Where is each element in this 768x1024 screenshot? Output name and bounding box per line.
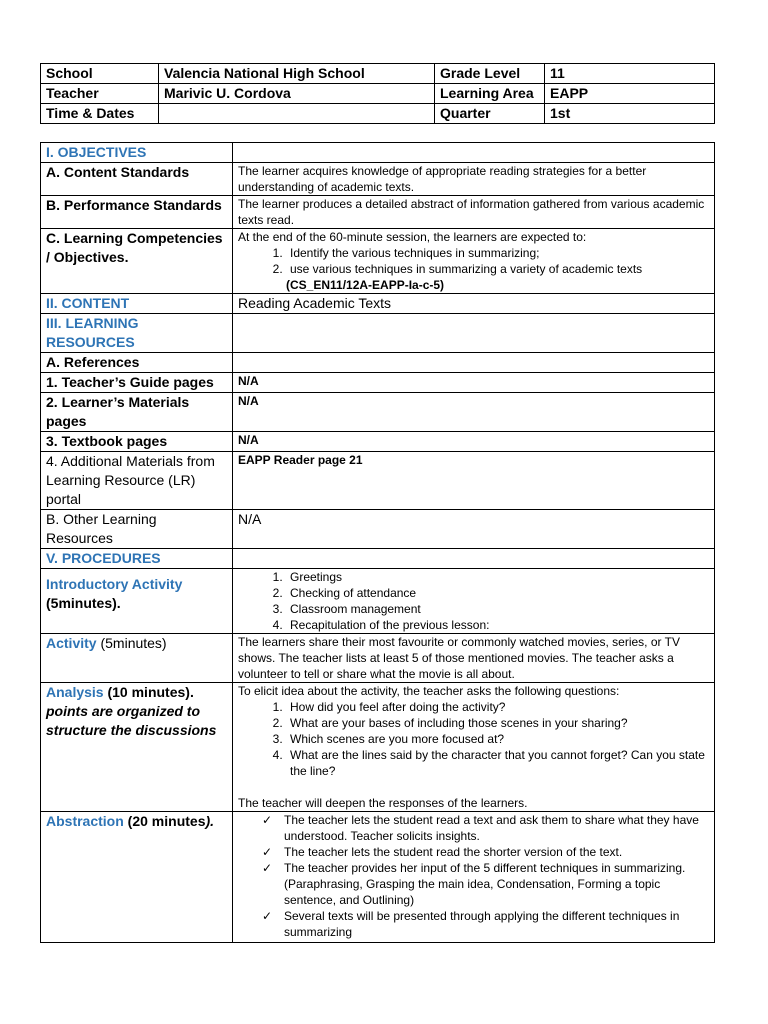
content-text: Reading Academic Texts <box>233 294 715 314</box>
row-competencies <box>41 229 715 294</box>
abstraction-time: (20 minutes <box>123 813 206 829</box>
abstraction-list <box>238 812 709 940</box>
analysis-note: points are organized to structure the discussions <box>46 703 217 738</box>
row-objectives-heading <box>41 143 715 163</box>
list-item: 3. Which scenes are you more focused at? <box>286 731 709 747</box>
row-analysis <box>41 683 715 812</box>
list-item: 1. Identify the various techniques in summarizing; <box>286 245 709 261</box>
intro-time: (5minutes). <box>46 595 121 611</box>
performance-standards-text: The learner produces a detailed abstract of information gathered from various academic texts read. <box>233 196 715 229</box>
grade-label: Grade Level <box>435 64 545 84</box>
check-icon: ✓ <box>262 813 273 827</box>
row-abstraction <box>41 812 715 943</box>
check-icon: ✓ <box>262 861 273 875</box>
abstraction-label: Abstraction <box>46 813 124 829</box>
row-performance-standards <box>41 196 715 229</box>
analysis-closing: The teacher will deepen the responses of the learners. <box>238 796 528 810</box>
list-item: ✓ The teacher provides her input of the 5 different techniques in summarizing. (Paraphrasing, Grasping the main idea, Condensation, Forming a topic sentence, and Outlining) <box>262 861 686 907</box>
content-standards-text: The learner acquires knowledge of appropriate reading strategies for a better understanding of academic texts. <box>233 163 715 196</box>
header-row-school <box>41 64 715 84</box>
list-item: ✓ The teacher lets the student read the shorter version of the text. <box>262 845 623 859</box>
quarter-label: Quarter <box>435 104 545 124</box>
header-row-teacher <box>41 84 715 104</box>
teacher-value: Marivic U. Cordova <box>159 84 435 104</box>
competencies-code: (CS_EN11/12A-EAPP-Ia-c-5) <box>286 278 445 292</box>
list-item: 1. How did you feel after doing the activity? <box>286 699 709 715</box>
list-item: 4. What are the lines said by the character that you cannot forget? Can you state the line? <box>286 747 709 779</box>
content-heading: II. CONTENT <box>41 294 233 314</box>
list-item: 3. Classroom management <box>286 601 709 617</box>
learners-materials-label: 2. Learner’s Materials pages <box>41 393 233 432</box>
list-item: 2. use various techniques in summarizing a variety of academic texts <box>286 261 709 277</box>
analysis-list <box>238 699 709 779</box>
time-value <box>159 104 435 124</box>
grade-value: 11 <box>545 64 715 84</box>
activity-label: Activity <box>46 635 97 651</box>
list-item: 1. Greetings <box>286 569 709 585</box>
school-label: School <box>41 64 159 84</box>
row-introductory-activity <box>41 569 715 634</box>
teacher-label: Teacher <box>41 84 159 104</box>
competencies-label: C. Learning Competencies / Objectives. <box>41 229 233 294</box>
activity-time: (5minutes) <box>96 635 167 651</box>
objectives-heading: I. OBJECTIVES <box>41 143 233 163</box>
references-label: A. References <box>41 353 233 373</box>
area-label: Learning Area <box>435 84 545 104</box>
row-teachers-guide <box>41 373 715 393</box>
row-content <box>41 294 715 314</box>
resources-heading: III. LEARNING RESOURCES <box>41 314 233 353</box>
row-content-standards <box>41 163 715 196</box>
other-resources-value: N/A <box>233 510 715 549</box>
lesson-plan-table <box>40 142 715 943</box>
additional-materials-value: EAPP Reader page 21 <box>233 452 715 510</box>
procedures-heading: V. PROCEDURES <box>41 549 233 569</box>
list-item: ✓ Several texts will be presented through applying the different techniques in summarizing <box>262 909 680 939</box>
row-procedures-heading <box>41 549 715 569</box>
intro-label: Introductory Activity <box>46 576 183 592</box>
competencies-intro: At the end of the 60-minute session, the learners are expected to: <box>238 230 587 244</box>
activity-text: The learners share their most favourite or commonly watched movies, series, or TV shows. The teacher lists at least 5 of those mentioned movies. The teacher asks a volunteer to tell or share what the movie is all about. <box>233 634 715 683</box>
row-references <box>41 353 715 373</box>
learners-materials-value: N/A <box>233 393 715 432</box>
analysis-intro: To elicit idea about the activity, the teacher asks the following questions: <box>238 684 620 698</box>
other-resources-label: B. Other Learning Resources <box>41 510 233 549</box>
school-value: Valencia National High School <box>159 64 435 84</box>
intro-list <box>238 569 709 633</box>
time-label: Time & Dates <box>41 104 159 124</box>
header-table <box>40 63 715 124</box>
row-additional-materials <box>41 452 715 510</box>
textbook-label: 3. Textbook pages <box>41 432 233 452</box>
competencies-list <box>238 245 709 277</box>
list-item: 2. What are your bases of including those scenes in your sharing? <box>286 715 709 731</box>
list-item: ✓ The teacher lets the student read a text and ask them to share what they have understood. Teacher solicits insights. <box>262 813 699 843</box>
list-item: 2. Checking of attendance <box>286 585 709 601</box>
check-icon: ✓ <box>262 845 273 859</box>
row-other-resources <box>41 510 715 549</box>
row-activity <box>41 634 715 683</box>
list-item: 4. Recapitulation of the previous lesson: <box>286 617 709 633</box>
additional-materials-label: 4. Additional Materials from Learning Resource (LR) portal <box>41 452 233 510</box>
area-value: EAPP <box>545 84 715 104</box>
row-resources-heading <box>41 314 715 353</box>
header-row-time <box>41 104 715 124</box>
row-learners-materials <box>41 393 715 432</box>
analysis-label: Analysis <box>46 684 104 700</box>
performance-standards-label: B. Performance Standards <box>41 196 233 229</box>
teachers-guide-value: N/A <box>233 373 715 393</box>
teachers-guide-label: 1. Teacher’s Guide pages <box>41 373 233 393</box>
quarter-value: 1st <box>545 104 715 124</box>
analysis-time: (10 minutes). <box>103 684 194 700</box>
abstraction-time-end: ). <box>205 813 215 829</box>
content-standards-label: A. Content Standards <box>41 163 233 196</box>
check-icon: ✓ <box>262 909 273 923</box>
row-textbook <box>41 432 715 452</box>
textbook-value: N/A <box>233 432 715 452</box>
